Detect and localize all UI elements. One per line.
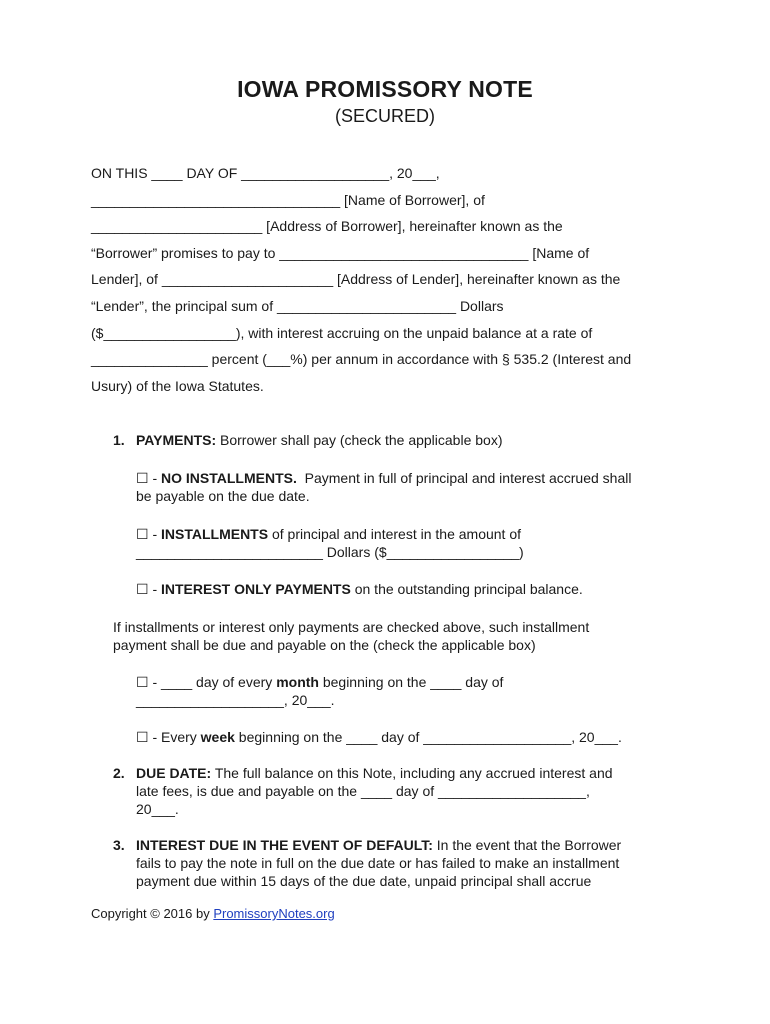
due-date-body <box>136 764 613 818</box>
schedule-text: If installments or interest only payments are checked above, such installment <box>113 619 590 635</box>
due-date-heading: DUE DATE: <box>136 765 212 781</box>
section-number: 3. <box>113 837 125 853</box>
default-interest-text: payment due within 15 days of the due date, unpaid principal shall accrue <box>136 873 592 889</box>
default-interest-body <box>136 836 621 890</box>
option-interest-only <box>136 580 583 598</box>
checkbox-no-installments[interactable]: ☐ - <box>136 470 161 486</box>
option-label: NO INSTALLMENTS. <box>161 470 297 486</box>
schedule-text: payment shall be due and payable on the (check the applicable box) <box>113 637 536 653</box>
default-interest-heading: INTEREST DUE IN THE EVENT OF DEFAULT: <box>136 837 433 853</box>
intro-paragraph <box>91 160 683 399</box>
checkbox-monthly[interactable]: ☐ - ____ day of every <box>136 674 277 690</box>
option-installments <box>136 525 524 561</box>
due-date-text: The full balance on this Note, including any accrued interest and <box>211 765 613 781</box>
option-text: ___________________, 20___. <box>136 692 335 708</box>
option-text: beginning on the ____ day of ___________________, 20___. <box>234 729 622 745</box>
intro-line: “Lender”, the principal sum of _______________________ Dollars <box>91 297 504 314</box>
option-text: of principal and interest in the amount of <box>268 526 522 542</box>
default-interest-text: In the event that the Borrower <box>432 837 622 853</box>
intro-line: ______________________ [Address of Borrower], hereinafter known as the <box>91 218 563 235</box>
option-text: on the outstanding principal balance. <box>350 581 583 597</box>
checkbox-installments[interactable]: ☐ - <box>136 526 161 542</box>
promissorynotes-link[interactable]: PromissoryNotes.org <box>213 906 335 921</box>
document-title: IOWA PROMISSORY NOTE <box>237 76 533 102</box>
intro-line: “Borrower” promises to pay to ________________________________ [Name of <box>91 244 590 261</box>
due-date-text: late fees, is due and payable on the ____ day of ___________________, <box>136 783 590 799</box>
option-label: INTEREST ONLY PAYMENTS <box>161 581 351 597</box>
option-no-installments <box>136 469 631 505</box>
payments-heading: PAYMENTS: <box>136 432 217 448</box>
schedule-paragraph <box>113 618 589 654</box>
payments-text: Borrower shall pay (check the applicable box) <box>216 432 503 448</box>
intro-line: Usury) of the Iowa Statutes. <box>91 377 264 394</box>
document-subtitle: (SECURED) <box>334 106 435 126</box>
option-text: be payable on the due date. <box>136 488 310 504</box>
intro-line: ($_________________), with interest accruing on the unpaid balance at a rate of <box>91 324 593 341</box>
option-label: INSTALLMENTS <box>161 526 269 542</box>
payments-heading-line <box>136 431 503 449</box>
option-weekly <box>136 728 622 746</box>
copyright-text: Copyright © 2016 by <box>91 906 214 921</box>
copyright-footer <box>91 906 335 921</box>
intro-line: ON THIS ____ DAY OF ___________________, 20___, <box>91 165 440 181</box>
option-label: month <box>276 674 319 690</box>
option-text: Payment in full of principal and interest accrued shall <box>296 470 632 486</box>
default-interest-text: fails to pay the note in full on the due date or has failed to make an installment <box>136 855 620 871</box>
option-monthly <box>136 673 503 709</box>
checkbox-weekly[interactable]: ☐ - Every <box>136 729 201 745</box>
intro-line: ________________________________ [Name of Borrower], of <box>91 191 485 208</box>
checkbox-interest-only[interactable]: ☐ - <box>136 581 161 597</box>
intro-line: Lender], of ______________________ [Address of Lender], hereinafter known as the <box>91 271 621 288</box>
option-text: beginning on the ____ day of <box>318 674 504 690</box>
intro-line: _______________ percent (___%) per annum in accordance with § 535.2 (Interest and <box>91 351 632 368</box>
section-number: 2. <box>113 765 125 781</box>
section-number: 1. <box>113 432 125 448</box>
due-date-text: 20___. <box>136 801 179 817</box>
option-label: week <box>200 729 235 745</box>
option-text: ________________________ Dollars ($_________________) <box>136 544 524 560</box>
